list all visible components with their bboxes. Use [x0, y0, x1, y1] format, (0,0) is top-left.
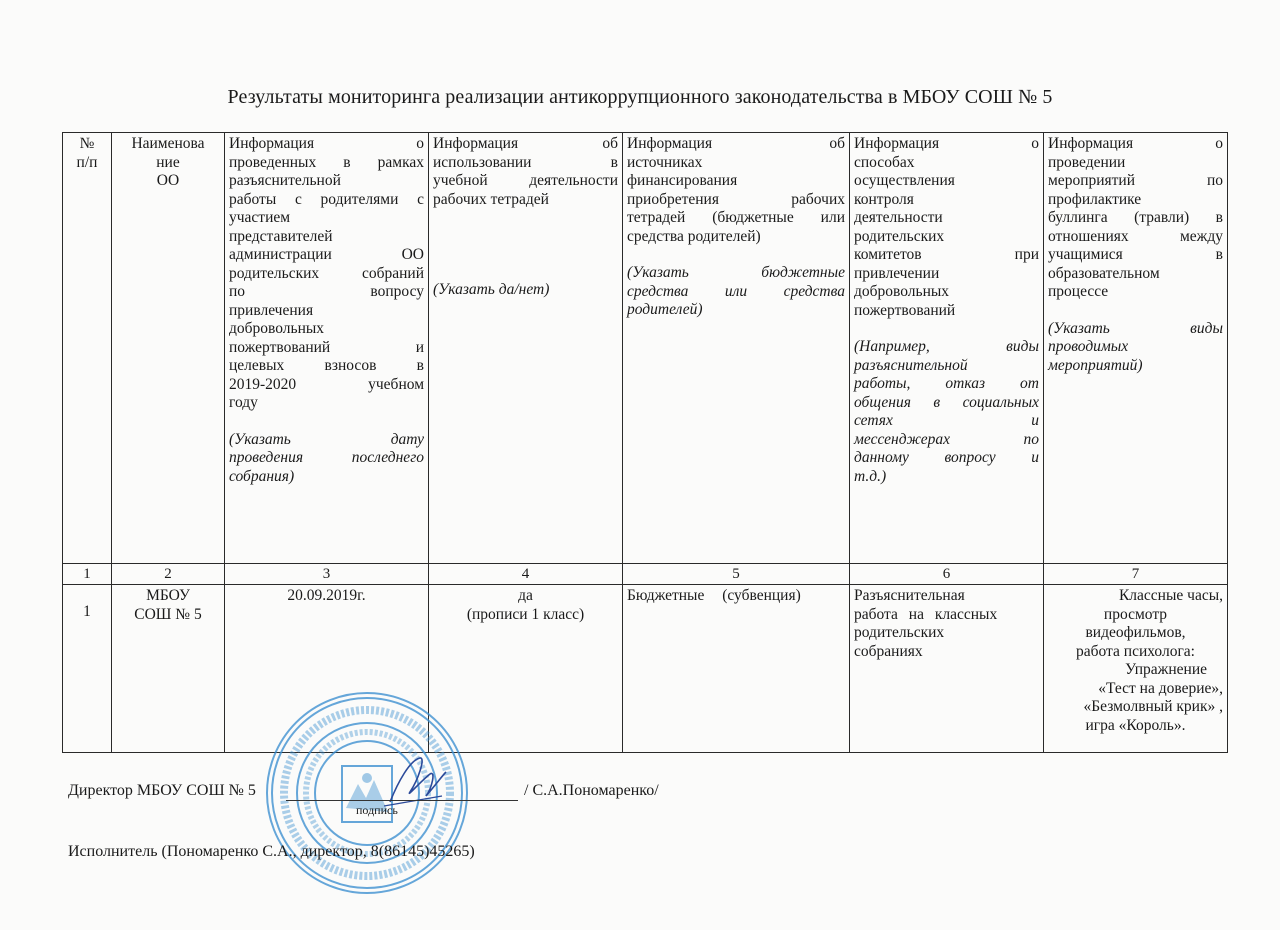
- header-note-line: проведения последнего: [229, 449, 424, 466]
- header-text-line: деятельности: [854, 209, 943, 226]
- header-note-line: данному вопросу и: [854, 449, 1039, 466]
- header-col-control: [850, 133, 1044, 564]
- signature-caption: подпись: [356, 803, 398, 817]
- header-text-line: родительских: [854, 227, 945, 245]
- header-note-line: (Указать виды: [1048, 319, 1223, 337]
- header-text-line: участием: [229, 209, 291, 226]
- header-text-line: приобретения рабочих: [627, 190, 845, 208]
- header-text-line: отношениях между: [1048, 227, 1223, 245]
- director-name: / С.А.Пономаренко/: [524, 782, 659, 799]
- header-col-workbooks: [429, 133, 623, 564]
- header-note-line: (Например, виды: [854, 338, 1039, 355]
- column-number-cell: 3: [225, 564, 429, 585]
- header-text-line: родительских собраний: [229, 264, 424, 282]
- header-text-line: Информация об: [433, 135, 618, 152]
- header-text-line: Информация о: [854, 135, 1039, 152]
- executor-line: Исполнитель (Пономаренко С.А., директор, 8(86145)45265): [68, 843, 475, 860]
- header-text-line: пожертвований и: [229, 338, 424, 356]
- header-text-line: пожертвований: [854, 301, 956, 319]
- header-text-line: осуществления: [854, 172, 955, 189]
- column-number-cell: 1: [63, 564, 112, 585]
- header-note-line: проводимых: [1048, 338, 1129, 355]
- header-row: [63, 133, 1228, 564]
- funding-cell: Бюджетные (субвенция): [623, 585, 850, 753]
- header-note-line: (Указать бюджетные: [627, 264, 845, 281]
- signature-line: [286, 800, 518, 801]
- header-text-line: комитетов при: [854, 246, 1039, 263]
- header-text-line: по вопросу: [229, 283, 424, 300]
- header-text-line: мероприятий по: [1048, 172, 1223, 189]
- director-label: Директор МБОУ СОШ № 5: [68, 782, 256, 799]
- header-note-line: работы, отказ от: [854, 375, 1039, 392]
- header-text-line: учащимися в: [1048, 246, 1223, 263]
- header-text-line: добровольных: [854, 283, 950, 300]
- header-text-line: тетрадей (бюджетные или: [627, 209, 845, 226]
- header-col-number: № п/п: [63, 133, 112, 564]
- header-note-line: (Указать да/нет): [433, 281, 550, 298]
- header-note-line: мессенджерах по: [854, 430, 1039, 448]
- header-note-line: родителей): [627, 301, 703, 318]
- header-note-line: разъяснительной: [854, 356, 968, 374]
- header-text-line: учебной деятельности: [433, 172, 618, 189]
- document-title: Результаты мониторинга реализации антикоррупционного законодательства в МБОУ СОШ № 5: [227, 86, 1053, 108]
- header-note-line: т.д.): [854, 467, 887, 485]
- header-text-line: контроля: [854, 190, 914, 208]
- header-col-funding: [623, 133, 850, 564]
- header-text-line: году: [229, 394, 258, 411]
- org-name-cell: МБОУ СОШ № 5: [112, 585, 225, 753]
- header-text-line: средства родителей): [627, 227, 761, 245]
- header-text-line: образовательном: [1048, 264, 1160, 282]
- column-number-cell: 4: [429, 564, 623, 585]
- header-text-line: администрации ОО: [229, 246, 424, 263]
- header-text-line: рабочих тетрадей: [433, 190, 549, 208]
- header-text-line: разъяснительной: [229, 172, 341, 189]
- header-text-line: проведении: [1048, 153, 1126, 171]
- header-text-line: способах: [854, 153, 915, 171]
- header-text-line: 2019-2020 учебном: [229, 375, 424, 393]
- header-note-line: средства или средства: [627, 282, 845, 300]
- header-note-line: мероприятий): [1048, 356, 1143, 374]
- workbooks-cell: да (прописи 1 класс): [429, 585, 623, 753]
- header-text-line: привлечении: [854, 264, 940, 282]
- column-number-cell: 2: [112, 564, 225, 585]
- header-note-line: общения в социальных: [854, 393, 1039, 411]
- monitoring-table: [62, 132, 1228, 753]
- header-text-line: Информация о: [1048, 135, 1223, 152]
- header-text-line: Информация об: [627, 135, 845, 152]
- header-note-line: сетях и: [854, 412, 1039, 429]
- column-number-cell: 7: [1044, 564, 1228, 585]
- header-text-line: целевых взносов в: [229, 357, 424, 374]
- header-text-line: Информация о: [229, 135, 424, 152]
- header-text-line: добровольных: [229, 320, 325, 337]
- header-text-line: проведенных в рамках: [229, 153, 424, 171]
- table-row: [63, 585, 1228, 753]
- header-text-line: профилактике: [1048, 190, 1142, 208]
- header-note-line: собрания): [229, 467, 295, 485]
- column-number-cell: 6: [850, 564, 1044, 585]
- header-text-line: буллинга (травли) в: [1048, 209, 1223, 226]
- header-note-line: (Указать дату: [229, 430, 424, 448]
- header-text-line: процессе: [1048, 283, 1109, 300]
- header-text-line: представителей: [229, 227, 333, 245]
- header-text-line: использовании в: [433, 153, 618, 171]
- header-text-line: финансирования: [627, 172, 738, 189]
- bullying-cell: Классные часы, просмотр видеофильмов, работа психолога: Упражнение «Тест на доверие», «Безмолвный крик» , игра «Король».: [1044, 585, 1228, 753]
- header-text-line: привлечения: [229, 301, 314, 319]
- header-col-parent-meetings: [225, 133, 429, 564]
- meeting-date-cell: 20.09.2019г.: [225, 585, 429, 753]
- control-cell: Разъяснительная работа на классных родительских собраниях: [850, 585, 1044, 753]
- header-col-org-name: Наименова ние ОО: [112, 133, 225, 564]
- header-text-line: работы с родителями с: [229, 190, 424, 208]
- column-number-row: [63, 564, 1228, 585]
- header-col-bullying: [1044, 133, 1228, 564]
- row-number-cell: 1: [63, 585, 112, 753]
- column-number-cell: 5: [623, 564, 850, 585]
- header-text-line: источниках: [627, 153, 703, 171]
